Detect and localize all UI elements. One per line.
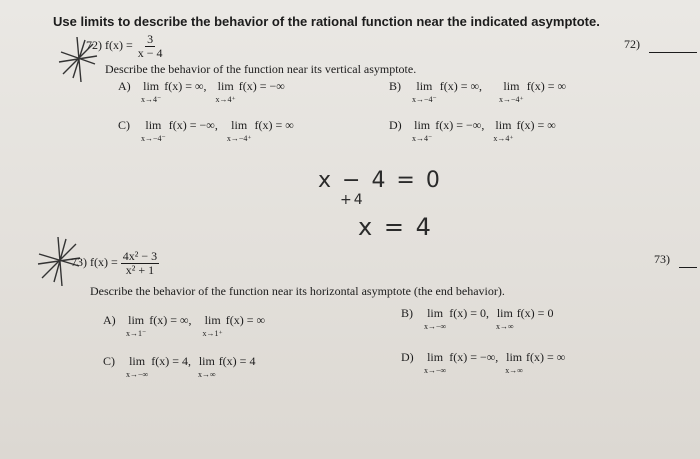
q72-option-b[interactable]: B) lim x→−4⁻ f(x) = ∞, lim x→−4⁺ f(x) = ∞ xyxy=(389,79,567,104)
q72-answer-slot xyxy=(624,37,697,53)
q73-prompt: Describe the behavior of the function near its horizontal asymptote (the end behavior). xyxy=(90,284,505,298)
q73-function xyxy=(71,250,159,276)
q73-option-b[interactable]: B) lim x→−∞ f(x) = 0, lim x→∞ f(x) = 0 xyxy=(401,306,554,331)
q73-option-a[interactable]: A) lim x→1⁻ f(x) = ∞, lim x→1⁺ f(x) = ∞ xyxy=(103,313,266,338)
q72-answer-label: 72) xyxy=(624,37,640,51)
q73-answer-slot xyxy=(654,252,697,268)
q73-denominator: x² + 1 xyxy=(125,262,155,277)
q73-answer-label: 73) xyxy=(654,252,670,266)
q72-option-d[interactable]: D) lim x→4⁻ f(x) = −∞, lim x→4⁺ f(x) = ∞ xyxy=(389,118,556,143)
q72-fraction xyxy=(136,33,165,59)
q73-numerator: 4x² − 3 xyxy=(122,249,158,263)
q72-denominator: x − 4 xyxy=(137,45,163,60)
handwriting-plus-four: +4 xyxy=(340,192,365,208)
q73-func-prefix: f(x) = xyxy=(90,254,118,269)
q73-option-c[interactable]: C) lim x→−∞ f(x) = 4, lim x→∞ f(x) = 4 xyxy=(103,354,256,379)
q73-answer-blank[interactable] xyxy=(679,252,697,268)
q72-option-c[interactable]: C) lim x→−4⁻ f(x) = −∞, lim x→−4⁺ f(x) = ∞ xyxy=(118,118,294,143)
q72-answer-blank[interactable] xyxy=(649,37,697,53)
q72-numerator: 3 xyxy=(147,32,154,46)
q72-prompt: Describe the behavior of the function near its vertical asymptote. xyxy=(105,62,417,76)
q72-option-a[interactable]: A) lim x→4⁻ f(x) = ∞, lim x→4⁺ f(x) = −∞ xyxy=(118,79,285,104)
q73-fraction xyxy=(121,250,159,276)
q73-number: 73) xyxy=(71,254,87,269)
q72-func-prefix: f(x) = xyxy=(105,37,133,52)
q73-option-d[interactable]: D) lim x→−∞ f(x) = −∞, lim x→∞ f(x) = ∞ xyxy=(401,350,566,375)
q72-function xyxy=(86,33,165,59)
handwriting-equation-2: x = 4 xyxy=(358,213,433,241)
handwriting-equation-1: x − 4 = 0 xyxy=(318,168,442,193)
instructions-heading: Use limits to describe the behavior of the rational function near the indicated asymptote. xyxy=(53,14,600,29)
q72-number: 72) xyxy=(86,37,102,52)
